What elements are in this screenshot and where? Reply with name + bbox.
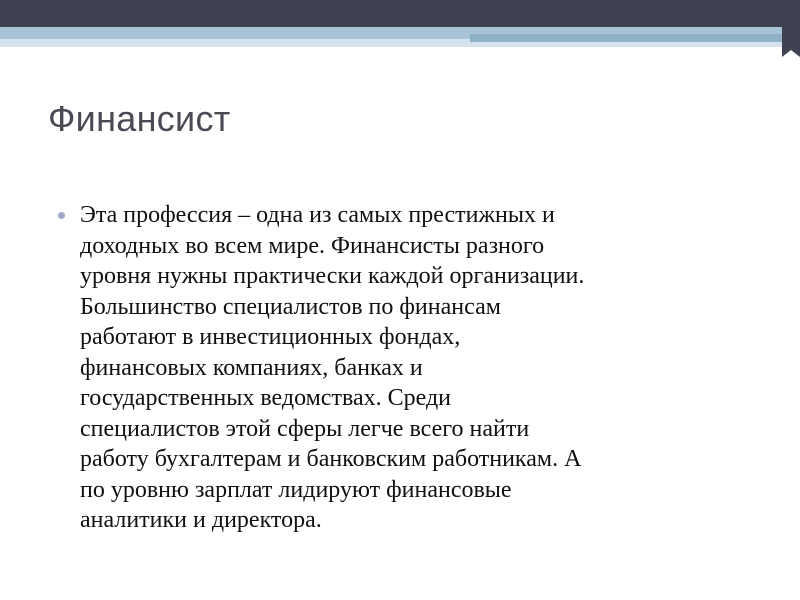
top-accent-stripe bbox=[470, 34, 800, 42]
bullet-dot-icon bbox=[58, 212, 65, 219]
bookmark-ribbon-notch bbox=[782, 50, 800, 57]
bullet-item bbox=[58, 200, 758, 536]
slide-body bbox=[58, 200, 758, 536]
top-header-bar bbox=[0, 0, 800, 27]
bookmark-ribbon bbox=[782, 16, 800, 50]
bullet-text: Эта профессия – одна из самых престижных и доходных во всем мире. Финансисты разного уровня нужны практически каждой организации. Большинство специалистов по финансам работают в инвестиционных фондах, финансовых компаниях, банках и государственных ведомствах. Среди специалистов этой сферы легче всего найти работу бухгалтерам и банковским работникам. А по уровню зарплат лидируют финансовые аналитики и директора. bbox=[80, 202, 585, 533]
slide-title: Финансист bbox=[48, 98, 231, 139]
